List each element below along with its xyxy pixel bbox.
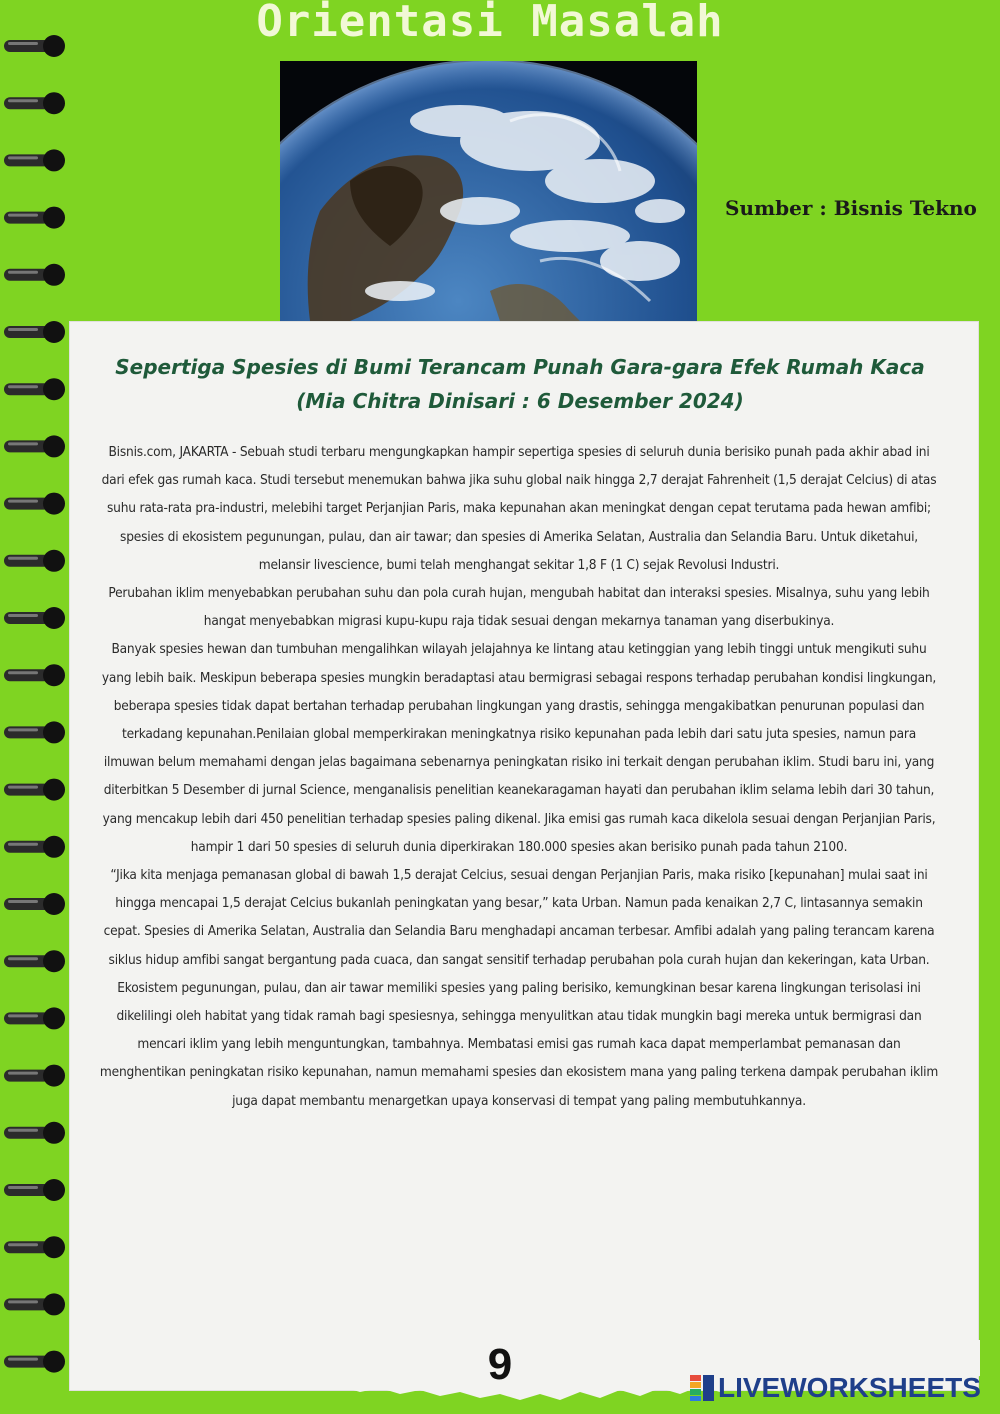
binding-ring xyxy=(4,950,65,972)
article-title xyxy=(80,350,960,418)
binding-ring xyxy=(4,721,65,743)
binding-ring xyxy=(4,664,65,686)
earth-photo xyxy=(280,61,697,321)
binding-ring xyxy=(4,435,65,457)
article-paragraph: “Jika kita menjaga pemanasan global di bawah 1,5 derajat Celcius, sesuai dengan Perjanjian Paris, maka risiko [kepunahan] mulai saat ini hingga mencapai 1,5 derajat Celcius bukanlah peningkatan yang besar,” kata Urban. Namun pada kenaikan 2,7 C, lintasannya semakin cepat. Spesies di Amerika Selatan, Australia dan Selandia Baru menghadapi ancaman terbesar. Amfibi adalah yang paling terancam karena siklus hidup amfibi sangat bergantung pada cuaca, dan sangat sensitif terhadap perubahan pola curah hujan dan kekeringan, kata Urban. Ekosistem pegunungan, pulau, dan air tawar memiliki spesies yang paling berisiko, kemungkinan besar karena lingkungan terisolasi ini dikelilingi oleh habitat yang tidak ramah bagi spesiesnya, sehingga menyulitkan atau tidak mungkin bagi mereka untuk bermigrasi dan mencari iklim yang lebih menguntungkan, tambahnya. Membatasi emisi gas rumah kaca dapat memperlambat pemanasan dan menghentikan peningkatan risiko kepunahan, namun memahami spesies dan ekosistem mana yang paling terkena dampak perubahan iklim juga dapat membantu menargetkan upaya konservasi di tempat yang paling membutuhkannya. xyxy=(99,867,939,1109)
binding-ring xyxy=(4,1007,65,1029)
page-number: 9 xyxy=(487,1340,513,1389)
binding-ring xyxy=(4,779,65,801)
spiral-binding xyxy=(0,0,80,1414)
binding-ring xyxy=(4,207,65,229)
binding-ring xyxy=(4,1065,65,1087)
binding-ring xyxy=(4,1236,65,1258)
article-paragraph: Perubahan iklim menyebabkan perubahan suhu dan pola curah hujan, mengubah habitat dan interaksi spesies. Misalnya, suhu yang lebih hangat menyebabkan migrasi kupu-kupu raja tidak sesuai dengan mekarnya tanaman yang diserbukinya. xyxy=(108,585,930,630)
earth-icon xyxy=(280,61,697,321)
binding-ring xyxy=(4,149,65,171)
binding-ring xyxy=(4,607,65,629)
binding-ring xyxy=(4,893,65,915)
binding-ring xyxy=(4,321,65,343)
binding-ring xyxy=(4,378,65,400)
liveworksheets-brand[interactable] xyxy=(690,1372,981,1404)
binding-ring xyxy=(4,836,65,858)
image-source-label: Sumber : Bisnis Tekno xyxy=(725,196,977,220)
binding-ring xyxy=(4,493,65,515)
article-paragraph: Banyak spesies hewan dan tumbuhan mengalihkan wilayah jelajahnya ke lintang atau ketinggian yang lebih tinggi untuk mengikuti suhu yang lebih baik. Meskipun beberapa spesies mungkin beradaptasi atau bermigrasi sebagai respons terhadap perubahan kondisi lingkungan, beberapa spesies tidak dapat bertahan terhadap perubahan lingkungan yang drastis, sehingga mengakibatkan penurunan populasi dan terkadang kepunahan.Penilaian global memperkirakan meningkatnya risiko kepunahan pada lebih dari satu juta spesies, namun para ilmuwan belum memahami dengan jelas bagaimana sebenarnya peningkatan risiko ini terkait dengan perubahan iklim. Studi baru ini, yang diterbitkan 5 Desember di jurnal Science, menganalisis penelitian keanekaragaman hayati dan perubahan iklim selama lebih dari 30 tahun, yang mencakup lebih dari 450 penelitian terhadap spesies paling dikenal. Jika emisi gas rumah kaca dikelola sesuai dengan Perjanjian Paris, hampir 1 dari 50 spesies di seluruh dunia diperkirakan 180.000 spesies akan berisiko punah pada tahun 2100. xyxy=(101,641,937,855)
article-body xyxy=(96,438,942,1115)
brand-name: LIVEWORKSHEETS xyxy=(718,1372,981,1403)
binding-ring xyxy=(4,1179,65,1201)
article-paragraph: Bisnis.com, JAKARTA - Sebuah studi terbaru mengungkapkan hampir sepertiga spesies di seluruh dunia berisiko punah pada akhir abad ini dari efek gas rumah kaca. Studi tersebut menemukan bahwa jika suhu global naik hingga 2,7 derajat Fahrenheit (1,5 derajat Celcius) di atas suhu rata-rata pra-industri, melebihi target Perjanjian Paris, maka kepunahan akan meningkat dengan cepat terutama pada hewan amfibi; spesies di ekosistem pegunungan, pulau, dan air tawar; dan spesies di Amerika Selatan, Australia dan Selandia Baru. Untuk diketahui, melansir livescience, bumi telah menghangat sekitar 1,8 F (1 C) sejak Revolusi Industri. xyxy=(101,444,937,573)
binding-ring xyxy=(4,264,65,286)
binding-ring xyxy=(4,35,65,57)
binding-ring xyxy=(4,92,65,114)
binding-ring xyxy=(4,550,65,572)
page-title: Orientasi Masalah xyxy=(256,0,724,47)
binding-ring xyxy=(4,1293,65,1315)
article-headline: Sepertiga Spesies di Bumi Terancam Punah Gara-gara Efek Rumah Kaca xyxy=(115,355,925,379)
article-byline: (Mia Chitra Dinisari : 6 Desember 2024) xyxy=(296,389,744,413)
binding-ring xyxy=(4,1122,65,1144)
binding-ring xyxy=(4,1351,65,1373)
liveworksheets-logo-icon xyxy=(690,1375,714,1401)
